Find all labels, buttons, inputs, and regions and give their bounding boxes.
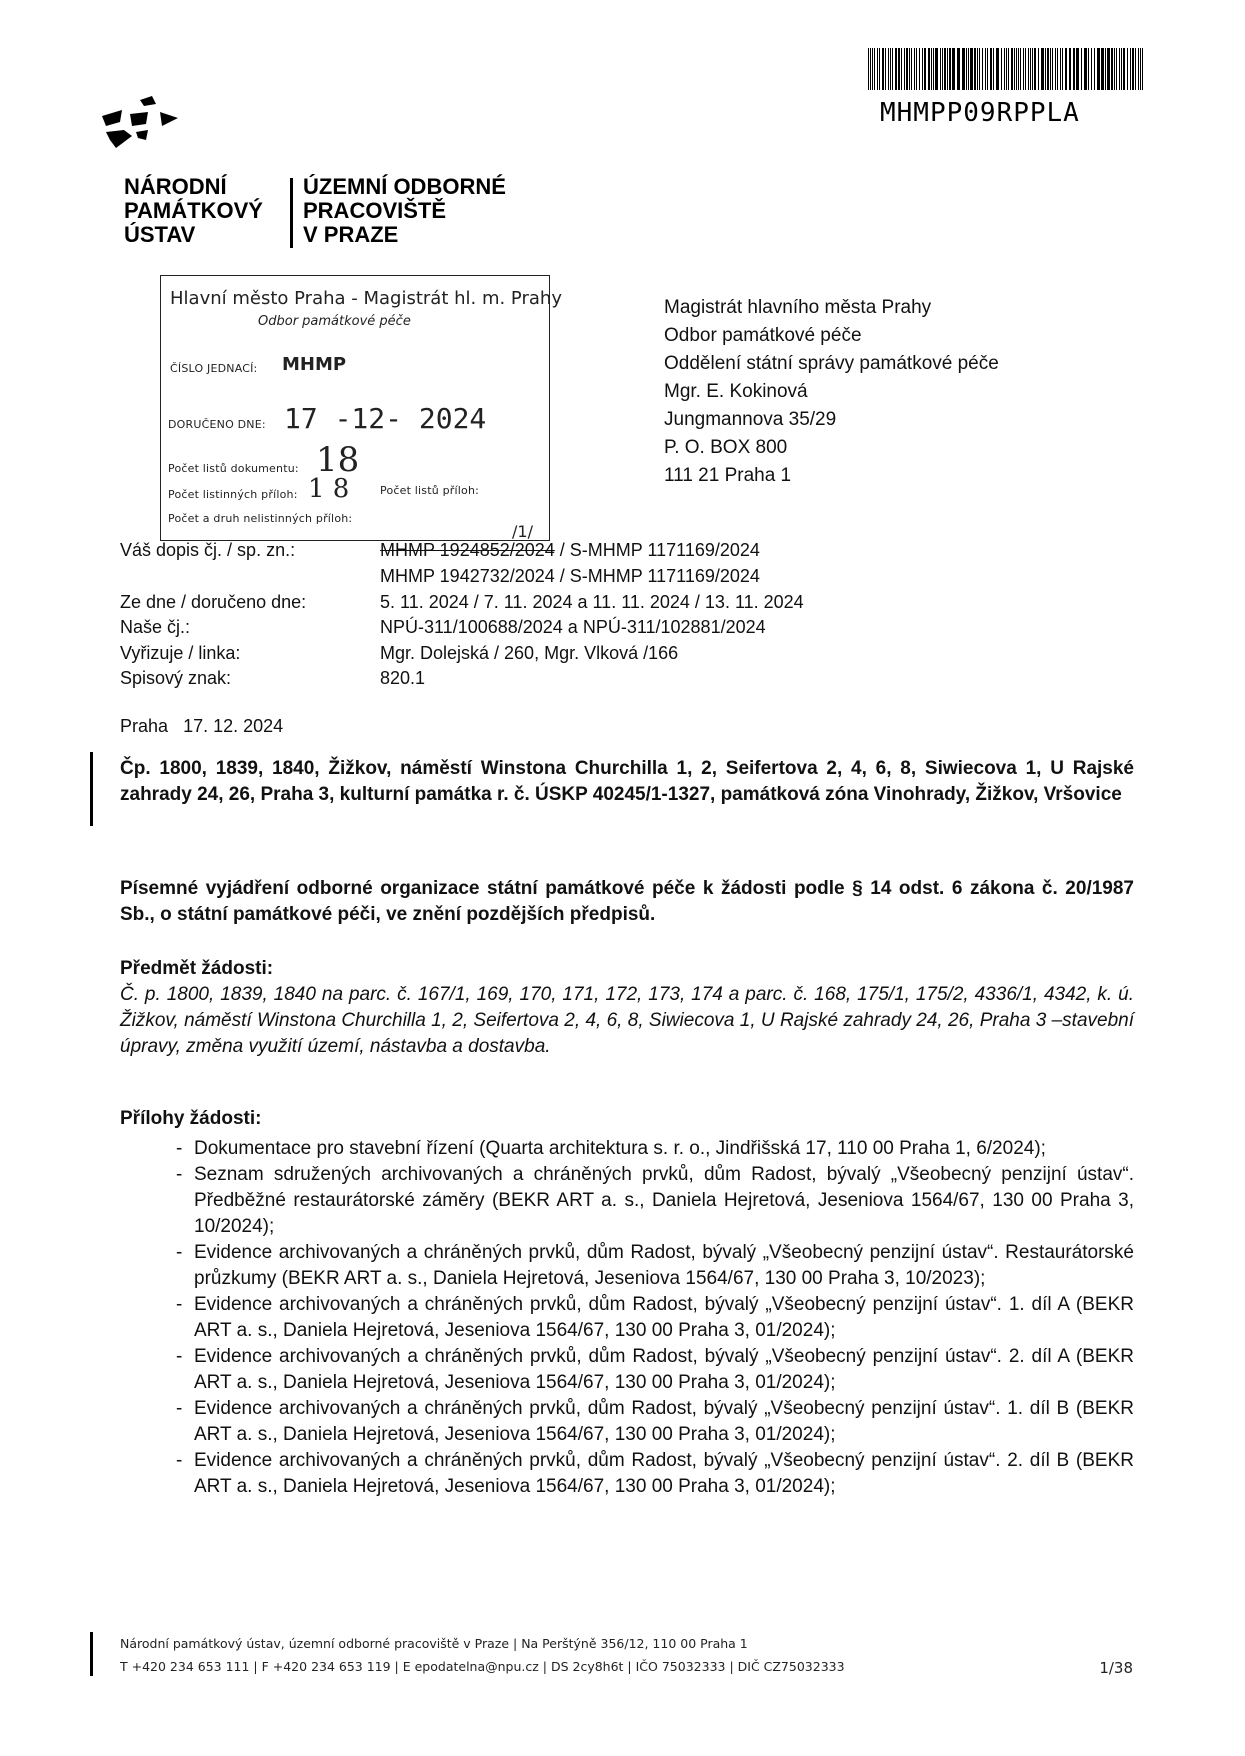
list-item (176, 1292, 1134, 1344)
file-label: Spisový znak: (120, 668, 232, 688)
barcode-bar (1130, 48, 1131, 90)
list-item (176, 1396, 1134, 1448)
our-ref-value: NPÚ-311/100688/2024 a NPÚ-311/102881/2024 (380, 617, 766, 637)
your-ref-rest: / S-MHMP 1171169/2024 (554, 540, 760, 560)
barcode-bar (952, 48, 955, 90)
barcode-bar (1034, 48, 1036, 90)
stamp-ref-value: MHMP (282, 354, 347, 375)
barcode-bar (1114, 48, 1115, 90)
barcode-bar (944, 48, 946, 90)
barcode-bar (1140, 48, 1141, 90)
barcode-bar (1069, 48, 1071, 90)
barcode-bar (1041, 48, 1044, 90)
date-label: Ze dne / doručeno dne: (120, 592, 307, 612)
barcode-bar (890, 48, 891, 90)
stamp-attachments-label: Počet listinných příloh: (168, 488, 298, 501)
barcode-bar (914, 48, 915, 90)
attachments-heading: Přílohy žádosti: (120, 1108, 262, 1129)
barcode-bar (996, 48, 999, 90)
barcode-bar (882, 48, 884, 90)
barcode-bar (909, 48, 910, 90)
barcode-bar (919, 48, 920, 90)
barcode-bar (933, 48, 934, 90)
barcode-bar (877, 48, 878, 90)
file-value: 820.1 (380, 668, 426, 688)
barcode-bar (1097, 48, 1100, 90)
institution-name (124, 175, 263, 247)
institution-divider (290, 178, 293, 248)
barcode-bar (977, 48, 978, 90)
barcode-bar (1105, 48, 1106, 90)
barcode-bar (898, 48, 900, 90)
barcode-bar (970, 48, 973, 90)
dash-icon: - (176, 1138, 183, 1159)
barcode-bar (1032, 48, 1033, 90)
list-item (176, 1344, 1134, 1396)
institution-line: PAMÁTKOVÝ (124, 198, 263, 223)
attachment-text: Evidence archivovaných a chráněných prvků, dům Radost, bývalý „Všeobecný penzijní ústav“. 1. díl B (BEKR ART a. s., Daniela Hejretová, Jeseniova 1564/67, 130 00 Praha 3, 01/2024); (194, 1398, 1134, 1445)
barcode-bar (931, 48, 932, 90)
list-item (176, 1136, 1134, 1162)
barcode-bar (987, 48, 988, 90)
stamp-attachment-pages-label: Počet listů příloh: (380, 484, 480, 497)
list-item (176, 1448, 1134, 1500)
dash-icon: - (176, 1398, 183, 1419)
barcode-bar (906, 48, 908, 90)
barcode-bar (985, 48, 986, 90)
barcode-bar (911, 48, 912, 90)
workplace-line: PRACOVIŠTĚ (303, 198, 447, 223)
npu-logo-icon (96, 92, 208, 152)
barcode-bar (1121, 48, 1122, 90)
your-ref-line1 (380, 540, 760, 561)
barcode-bar (924, 48, 926, 90)
barcode-bar (1073, 48, 1075, 90)
barcode-bar (1127, 48, 1128, 90)
barcode-bar (1047, 48, 1049, 90)
stamp-ref-label: ČÍSLO JEDNACÍ: (170, 362, 258, 375)
barcode-bar (879, 48, 880, 90)
stamp-title: Hlavní město Praha - Magistrát hl. m. Prahy (170, 288, 562, 309)
barcode-bar (1094, 48, 1095, 90)
your-ref-struck: MHMP 1924852/2024 (380, 540, 555, 560)
barcode-bar (868, 48, 869, 90)
barcode-bar (968, 48, 969, 90)
barcode-bar (1030, 48, 1031, 90)
address-line: Odbor památkové péče (664, 325, 862, 346)
attachment-text: Evidence archivovaných a chráněných prvků, dům Radost, bývalý „Všeobecný penzijní ústav“. 2. díl B (BEKR ART a. s., Daniela Hejretová, Jeseniova 1564/67, 130 00 Praha 3, 01/2024); (194, 1450, 1134, 1497)
barcode-bar (1011, 48, 1013, 90)
our-ref-label: Naše čj.: (120, 617, 191, 637)
handler-value: Mgr. Dolejská / 260, Mgr. Vlková /166 (380, 643, 679, 663)
barcode-bar (1084, 48, 1087, 90)
barcode-code: MHMPP09RPPLA (880, 98, 1080, 128)
barcode-bar (1142, 48, 1143, 90)
barcode-bar (1091, 48, 1092, 90)
barcode-bar (1008, 48, 1009, 90)
institution-line: ÚSTAV (124, 222, 196, 247)
barcode-bar (885, 48, 886, 90)
barcode-bar (1111, 48, 1113, 90)
change-bar (90, 752, 93, 826)
barcode-bar (1062, 48, 1063, 90)
stamp-non-paper-label: Počet a druh nelistinných příloh: (168, 512, 353, 525)
barcode-bar (888, 48, 889, 90)
barcode-bar (1081, 48, 1082, 90)
barcode-bar (940, 48, 941, 90)
barcode-image (868, 48, 1144, 90)
barcode-bar (935, 48, 938, 90)
list-item (176, 1162, 1134, 1240)
barcode-bar (1016, 48, 1017, 90)
barcode-bar (928, 48, 930, 90)
list-item (176, 1240, 1134, 1292)
footer-bar (90, 1632, 93, 1676)
subject-heading: Čp. 1800, 1839, 1840, Žižkov, náměstí Winstona Churchilla 1, 2, Seifertova 2, 4, 6, 8, Siwiecova 1, U Rajské zahrady 24, 26, Praha 3, kulturní památka r. č. ÚSKP 40245/1-1327, památková zóna Vinohrady, Žižkov, Vršovice (120, 758, 1134, 805)
barcode-bar (1076, 48, 1079, 90)
barcode-bar (1123, 48, 1125, 90)
barcode-bar (1028, 48, 1029, 90)
barcode-bar (993, 48, 994, 90)
address-line: Oddělení státní správy památkové péče (664, 353, 999, 374)
barcode-bar (962, 48, 965, 90)
address-line: 111 21 Praha 1 (664, 465, 792, 486)
stamp-handwritten-mark: /1/ (512, 522, 533, 541)
date-value: 5. 11. 2024 / 7. 11. 2024 a 11. 11. 2024 / 13. 11. 2024 (380, 592, 804, 612)
barcode-bar (990, 48, 992, 90)
barcode-bar (1132, 48, 1134, 90)
handler-label: Vyřizuje / linka: (120, 643, 241, 663)
barcode-bar (916, 48, 917, 90)
barcode-bar (1025, 48, 1026, 90)
barcode-bar (1050, 48, 1051, 90)
barcode-bar (1001, 48, 1002, 90)
request-heading: Předmět žádosti: (120, 958, 274, 979)
barcode-bar (949, 48, 951, 90)
address-line: Jungmannova 35/29 (664, 409, 837, 430)
barcode-bar (1018, 48, 1019, 90)
workplace-name (303, 175, 506, 247)
barcode-bar (1065, 48, 1067, 90)
barcode-bar (1020, 48, 1021, 90)
barcode-bar (870, 48, 871, 90)
barcode-bar (1107, 48, 1110, 90)
barcode-bar (1138, 48, 1139, 90)
barcode-bar (974, 48, 976, 90)
dash-icon: - (176, 1164, 183, 1185)
barcode-bar (979, 48, 980, 90)
barcode-bar (922, 48, 923, 90)
dash-icon: - (176, 1346, 183, 1367)
barcode-bar (895, 48, 897, 90)
barcode-bar (1023, 48, 1024, 90)
dash-icon: - (176, 1450, 183, 1471)
page-number: 1/38 (1099, 1659, 1133, 1677)
institution-line: NÁRODNÍ (124, 174, 227, 199)
barcode-bar (874, 48, 875, 90)
footer-line1: Národní památkový ústav, územní odborné pracoviště v Praze | Na Perštýně 356/12, 110 00 Praha 1 (120, 1636, 748, 1651)
barcode-bar (1038, 48, 1039, 90)
dash-icon: - (176, 1242, 183, 1263)
your-ref-line2: MHMP 1942732/2024 / S-MHMP 1171169/2024 (380, 566, 760, 586)
attachments-list (176, 1136, 1134, 1500)
barcode-bar (1116, 48, 1117, 90)
barcode-bar (904, 48, 905, 90)
barcode-bar (982, 48, 983, 90)
barcode-bar (1004, 48, 1005, 90)
barcode-bar (1119, 48, 1120, 90)
attachment-text: Evidence archivovaných a chráněných prvků, dům Radost, bývalý „Všeobecný penzijní ústav“. 1. díl A (BEKR ART a. s., Daniela Hejretová, Jeseniova 1564/67, 130 00 Praha 3, 01/2024); (194, 1294, 1134, 1341)
barcode-bar (1060, 48, 1061, 90)
date-city: Praha (120, 716, 169, 736)
barcode-bar (942, 48, 943, 90)
barcode-bar (872, 48, 873, 90)
stamp-received-value: 17 -12- 2024 (284, 402, 487, 435)
barcode-bar (1135, 48, 1136, 90)
barcode-bar (1055, 48, 1056, 90)
address-line: P. O. BOX 800 (664, 437, 788, 458)
your-ref-label: Váš dopis čj. / sp. zn.: (120, 540, 296, 560)
barcode-bar (1014, 48, 1015, 90)
date-line (120, 716, 283, 737)
attachment-text: Dokumentace pro stavební řízení (Quarta architektura s. r. o., Jindřišská 17, 110 00 Praha 1, 6/2024); (194, 1138, 1046, 1159)
stamp-attachments-value: 1 8 (308, 474, 350, 504)
barcode-bar (1052, 48, 1053, 90)
workplace-line: V PRAZE (303, 222, 399, 247)
attachment-text: Seznam sdružených archivovaných a chráněných prvků, dům Radost, bývalý „Všeobecný penzijní ústav“. Předběžné restaurátorské záměry (BEKR ART a. s., Daniela Hejretová, Jeseniova 1564/67, 130 00 Praha 3, 10/2024); (194, 1164, 1134, 1237)
statement-heading: Písemné vyjádření odborné organizace státní památkové péče k žádosti podle § 14 odst. 6 zákona č. 20/1987 Sb., o státní památkové péči, ve znění pozdějších předpisů. (120, 878, 1134, 925)
barcode-bar (901, 48, 902, 90)
stamp-received-label: DORUČENO DNE: (168, 418, 266, 431)
attachment-text: Evidence archivovaných a chráněných prvků, dům Radost, bývalý „Všeobecný penzijní ústav“. Restaurátorské průzkumy (BEKR ART a. s., Daniela Hejretová, Jeseniova 1564/67, 130 00 Praha 3, 10/2023); (194, 1242, 1134, 1289)
footer-line2: T +420 234 653 111 | F +420 234 653 119 | E epodatelna@npu.cz | DS 2cy8h6t | IČO 75032333 | DIČ CZ75032333 (120, 1659, 845, 1674)
dash-icon: - (176, 1294, 183, 1315)
workplace-line: ÚZEMNÍ ODBORNÉ (303, 174, 506, 199)
barcode-bar (1057, 48, 1058, 90)
barcode-bar (1088, 48, 1089, 90)
barcode-bar (957, 48, 960, 90)
request-text: Č. p. 1800, 1839, 1840 na parc. č. 167/1, 169, 170, 171, 172, 173, 174 a parc. č. 168, 175/1, 175/2, 4336/1, 4342, k. ú. Žižkov, náměstí Winstona Churchilla 1, 2, Seifertova 2, 4, 6, 8, Siwiecova 1, U Rajské zahrady 24, 26, Praha 3 –stavební úpravy, změna využití území, nástavba a dostavba. (120, 984, 1134, 1057)
stamp-subtitle: Odbor památkové péče (258, 314, 411, 329)
barcode-bar (1101, 48, 1104, 90)
address-line: Magistrát hlavního města Prahy (664, 297, 932, 318)
stamp-pages-label: Počet listů dokumentu: (168, 462, 299, 475)
barcode-bar (1006, 48, 1007, 90)
recipient-address (664, 294, 999, 490)
date-value-line: 17. 12. 2024 (183, 716, 284, 736)
attachment-text: Evidence archivovaných a chráněných prvků, dům Radost, bývalý „Všeobecný penzijní ústav“. 2. díl A (BEKR ART a. s., Daniela Hejretová, Jeseniova 1564/67, 130 00 Praha 3, 01/2024); (194, 1346, 1134, 1393)
barcode-bar (966, 48, 967, 90)
barcode-bar (1045, 48, 1046, 90)
address-line: Mgr. E. Kokinová (664, 381, 808, 402)
stamp-pages-value: 18 (316, 440, 360, 480)
barcode-bar (892, 48, 893, 90)
barcode-bar (947, 48, 948, 90)
